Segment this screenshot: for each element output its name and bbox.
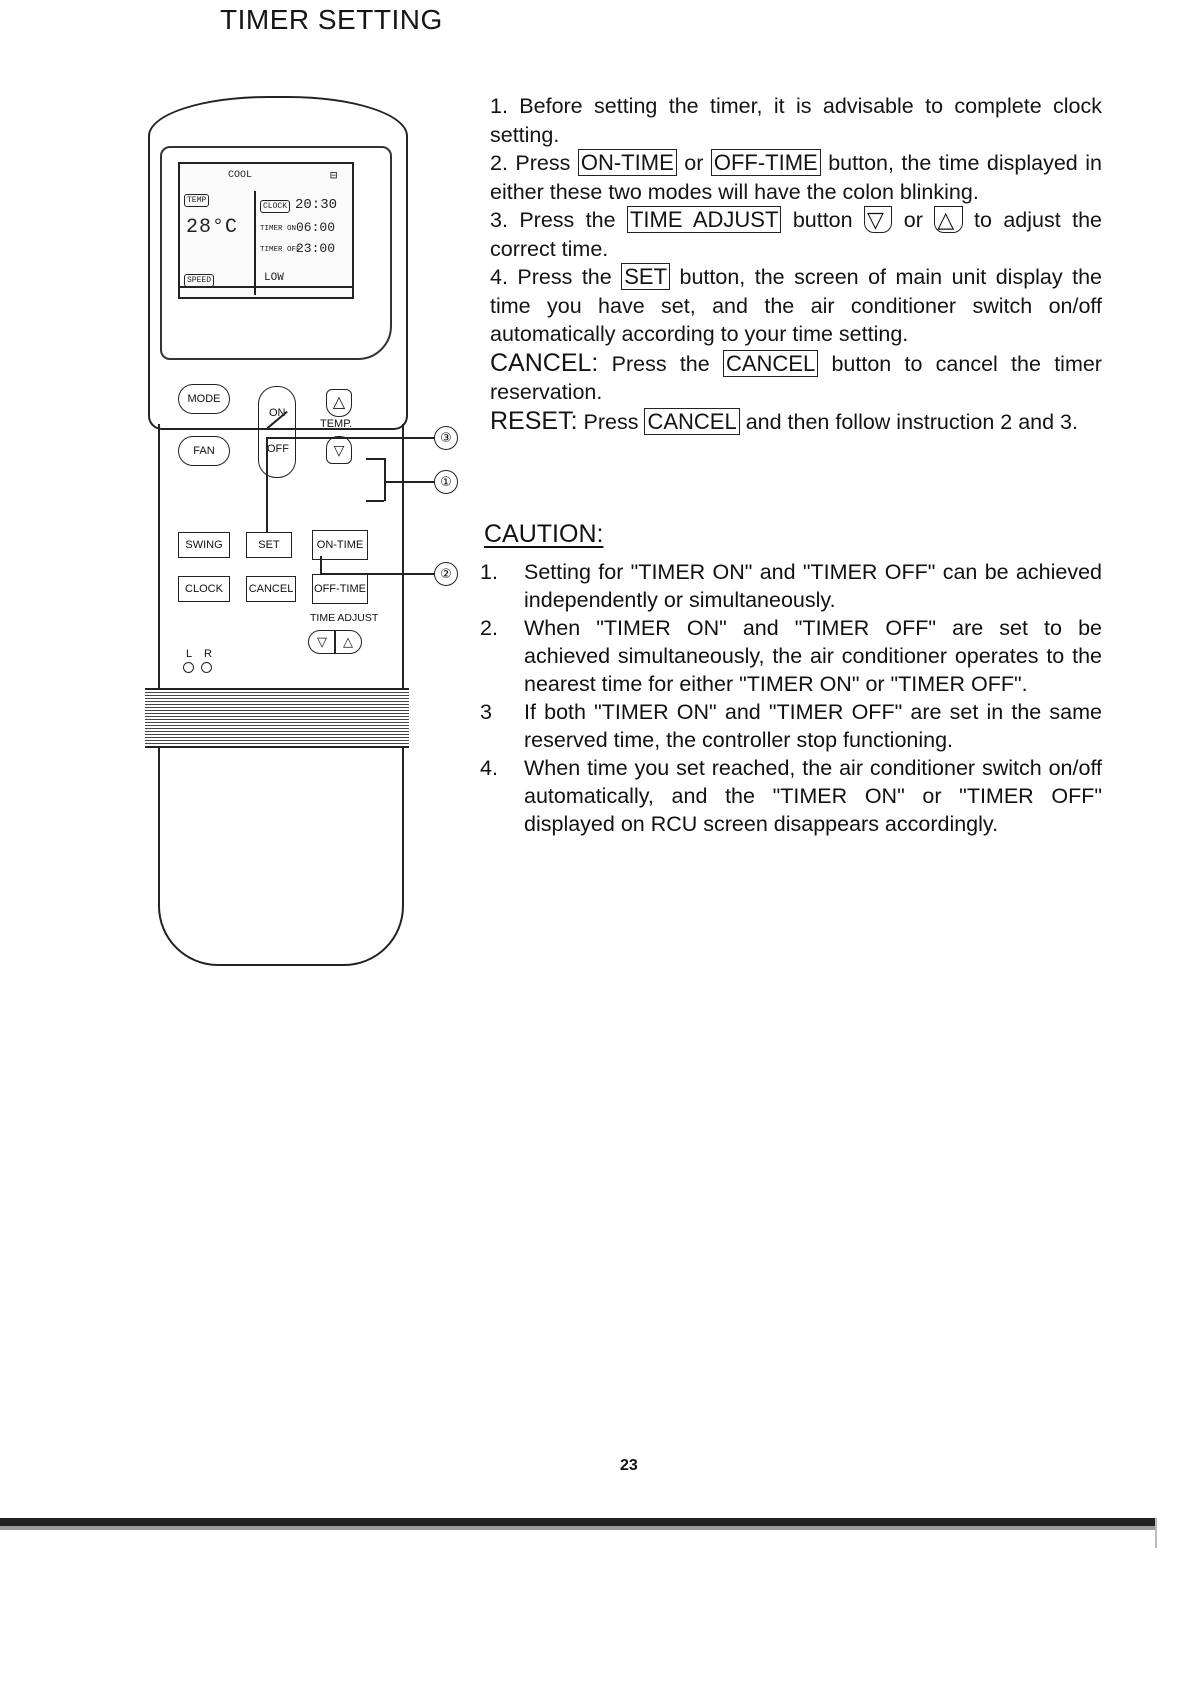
callout-line-1b (366, 500, 384, 502)
callout-1: ① (434, 470, 458, 494)
lcd-timer-off-label: TIMER OFF (260, 246, 301, 254)
lcd-mode: COOL (228, 170, 253, 181)
step-3-or: or (903, 208, 923, 232)
step-3-rest: to adjust the correct time. (490, 208, 1103, 261)
step-2-rest: button, the time displayed in either these two modes will have the colon blinking. (490, 151, 1102, 204)
callout-line-1-vertical (384, 458, 386, 501)
on-time-key: ON-TIME (578, 149, 677, 176)
fan-button[interactable]: FAN (178, 436, 230, 466)
callout-line-2-drop (320, 556, 322, 574)
caution-number: 2. (480, 616, 498, 640)
step-2-or: or (684, 151, 704, 175)
mode-button[interactable]: MODE (178, 384, 230, 414)
time-adjust-up-button[interactable]: △ (334, 630, 362, 654)
instructions (490, 92, 1102, 436)
caution-text: When "TIMER ON" and "TIMER OFF" are set to be achieved simultaneously, the air conditioner operates to the nearest time for either "TIMER ON" or "TIMER OFF". (524, 616, 1102, 696)
remote-control-illustration (148, 96, 452, 964)
callout-3: ③ (434, 426, 458, 450)
on-label: ON (269, 407, 286, 419)
step-3-button: button (792, 208, 853, 232)
page-title: TIMER SETTING (220, 4, 443, 35)
bottom-rule (0, 1518, 1155, 1526)
cancel-intro: Press the (611, 351, 710, 376)
set-key: SET (621, 263, 670, 290)
callout-line-3-drop (266, 437, 268, 532)
caution-title: CAUTION: (484, 520, 604, 548)
temp-up-button[interactable]: △ (326, 389, 352, 417)
caution-text: Setting for "TIMER ON" and "TIMER OFF" can be achieved independently or simultaneously. (524, 560, 1102, 612)
lcd-speed-tag: SPEED (184, 274, 214, 287)
step-4-intro: 4. Press the (490, 265, 612, 289)
temp-down-button[interactable]: ▽ (326, 436, 352, 464)
cool-mode-icon: ⊟ (330, 169, 338, 183)
lcd-speed: LOW (264, 272, 284, 284)
step-3-intro: 3. Press the (490, 208, 616, 232)
lcd-timer-on-time: 06:00 (296, 220, 336, 235)
on-time-button[interactable]: ON-TIME (312, 530, 368, 560)
reset-label: RESET: (490, 406, 578, 435)
lcd-divider-vertical (254, 191, 256, 295)
caution-text: When time you set reached, the air conditioner switch on/off automatically, and the "TIMER ON" or "TIMER OFF" displayed on RCU screen disappears accordingly. (524, 756, 1102, 836)
reset-note (490, 407, 1102, 437)
caution-number: 4. (480, 756, 498, 780)
cancel-key: CANCEL (723, 350, 818, 377)
caution-item (480, 698, 1102, 754)
caution-item (480, 614, 1102, 698)
caution-item (480, 558, 1102, 614)
callout-line-2 (320, 573, 436, 575)
cancel-label: CANCEL: (490, 348, 599, 377)
cancel-rest: button to cancel the timer reservation. (490, 351, 1102, 404)
battery-cover-grip (145, 688, 409, 748)
cancel-button[interactable]: CANCEL (246, 576, 296, 602)
right-indicator-icon (201, 662, 212, 673)
off-time-button[interactable]: OFF-TIME (312, 574, 368, 604)
page-edge-mark (1155, 1518, 1157, 1548)
bottom-rule-shadow (0, 1526, 1155, 1530)
set-button[interactable]: SET (246, 532, 292, 558)
down-arrow-icon: ▽ (864, 206, 892, 233)
lcd-clock-time: 20:30 (295, 197, 338, 213)
callout-line-3 (266, 437, 436, 439)
lcd-clock-tag: CLOCK (260, 200, 290, 213)
reset-rest: and then follow instruction 2 and 3. (745, 409, 1078, 434)
left-indicator-icon (183, 662, 194, 673)
lcd-display (178, 162, 354, 299)
up-arrow-icon: △ (934, 206, 962, 233)
lcd-temperature: 28°C (186, 216, 239, 239)
page-number: 23 (620, 1457, 638, 1474)
step-3 (490, 206, 1102, 263)
callout-2: ② (434, 562, 458, 586)
caution-item (480, 754, 1102, 838)
reset-intro: Press (583, 409, 639, 434)
clock-button[interactable]: CLOCK (178, 576, 230, 602)
step-4-rest: button, the screen of main unit display the time you have set, and the air conditioner switch on/off automatically according to your time setting. (490, 265, 1102, 346)
step-1: 1. Before setting the timer, it is advisable to complete clock setting. (490, 94, 1102, 147)
lcd-timer-on-label: TIMER ON (260, 225, 297, 233)
caution-text: If both "TIMER ON" and "TIMER OFF" are set in the same reserved time, the controller stop functioning. (524, 700, 1102, 752)
lcd-timer-off-time: 23:00 (296, 241, 336, 256)
right-label: R (204, 648, 212, 660)
temp-label: TEMP. (320, 418, 353, 430)
off-label: OFF (267, 443, 289, 455)
step-2 (490, 149, 1102, 206)
swing-button[interactable]: SWING (178, 532, 230, 558)
reset-cancel-key: CANCEL (644, 408, 739, 435)
caution-number: 1. (480, 560, 498, 584)
left-label: L (186, 648, 193, 660)
on-off-button[interactable] (258, 386, 296, 478)
callout-line-1 (384, 481, 436, 483)
cancel-note (490, 349, 1102, 407)
caution-list (480, 558, 1102, 838)
lcd-temp-tag: TEMP (184, 194, 209, 207)
off-time-key: OFF-TIME (711, 149, 821, 176)
caution-number: 3 (480, 700, 492, 724)
step-2-intro: 2. Press (490, 151, 571, 175)
step-4 (490, 263, 1102, 349)
callout-line-1a (366, 458, 384, 460)
time-adjust-key: TIME ADJUST (627, 206, 781, 233)
time-adjust-label: TIME ADJUST (310, 612, 379, 624)
time-adjust-down-button[interactable]: ▽ (308, 630, 336, 654)
